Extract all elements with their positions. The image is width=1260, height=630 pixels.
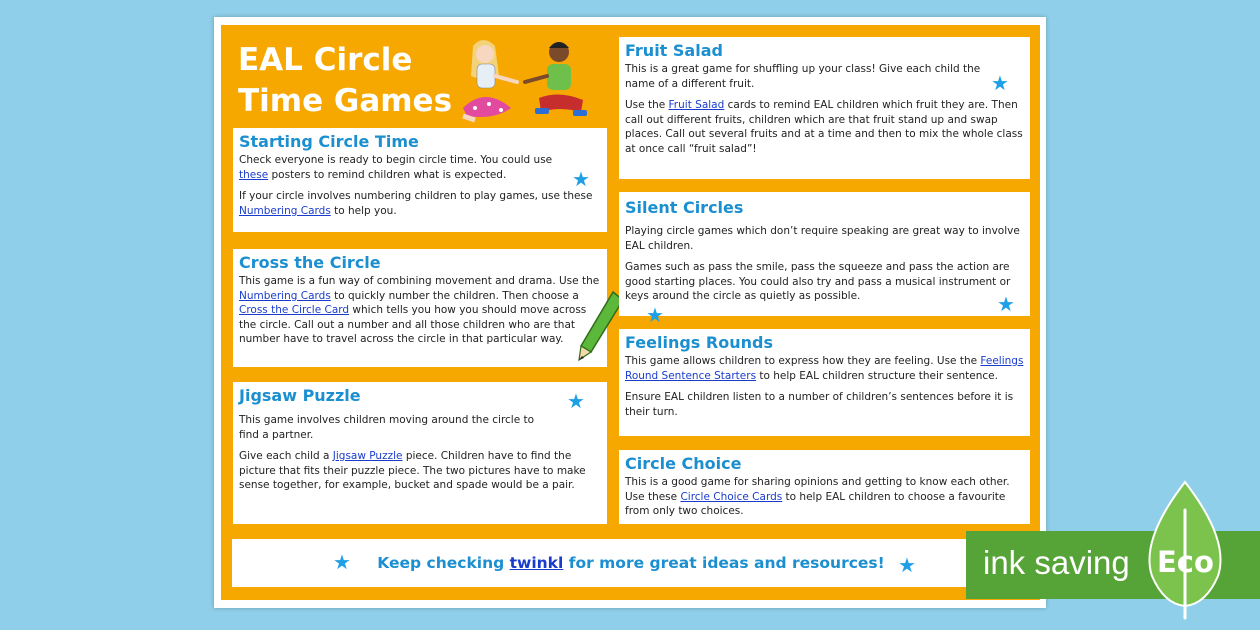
card-heading: Cross the Circle	[239, 253, 381, 272]
card-paragraph	[239, 449, 601, 493]
title-line-1: EAL Circle	[238, 42, 413, 78]
text: If your circle involves numbering children to play games, use these	[239, 190, 593, 202]
text: This game is a fun way of combining movement and drama. Use the	[239, 275, 600, 287]
numbering-cards-link[interactable]: Numbering Cards	[239, 204, 331, 217]
card-jigsaw-puzzle	[233, 382, 607, 524]
card-paragraph	[239, 274, 601, 347]
star-icon: ★	[572, 167, 590, 191]
pencil-icon	[575, 290, 625, 362]
text: cards to remind EAL children which fruit they are. Then call out different fruits, children which are that fruit stand up and swap places. Call out several fruits and at a time and then to mix the whole class at once call “fruit salad”!	[625, 99, 1023, 155]
card-heading: Feelings Rounds	[625, 333, 773, 352]
text: piece. Children have to find the picture that fits their puzzle piece. The two pictures have to make sense together, for example, bucket and spade would be a pair.	[239, 450, 586, 491]
star-icon: ★	[991, 71, 1009, 95]
cross-the-circle-card-link[interactable]: Cross the Circle Card	[239, 304, 350, 316]
card-cross-the-circle	[233, 249, 607, 367]
card-paragraph: Ensure EAL children listen to a number of children’s sentences before it is their turn.	[625, 391, 1014, 418]
footer-text-before: Keep checking	[377, 554, 510, 572]
text: to help EAL children structure their sentence.	[756, 369, 998, 382]
text: This game allows children to express how they are feeling. Use the	[625, 355, 981, 367]
text: to help you.	[330, 204, 397, 217]
star-icon: ★	[898, 553, 916, 577]
card-paragraph	[625, 98, 1024, 156]
card-feelings-rounds	[619, 329, 1030, 436]
card-fruit-salad	[619, 37, 1030, 179]
star-icon: ★	[333, 550, 351, 574]
text: posters to remind children what is expected.	[268, 168, 507, 181]
children-illustration	[455, 36, 595, 128]
fruit-salad-link[interactable]: Fruit Salad	[668, 99, 725, 111]
twinkl-link[interactable]: twinkl	[509, 554, 564, 572]
card-paragraph: This is a great game for shuffling up your class! Give each child the name of a different fruit.	[625, 63, 981, 90]
circle-choice-cards-link[interactable]: Circle Choice Cards	[680, 490, 783, 503]
card-circle-choice	[619, 450, 1030, 524]
feelings-round-sentence-starters-link[interactable]: Feelings Round Sentence Starters	[625, 355, 1024, 382]
eco-label: Eco	[1157, 545, 1214, 579]
star-icon: ★	[567, 389, 585, 413]
card-heading: Fruit Salad	[625, 41, 723, 60]
poster-title	[238, 40, 458, 122]
star-icon: ★	[997, 292, 1015, 316]
card-heading: Jigsaw Puzzle	[239, 386, 361, 405]
text: Check everyone is ready to begin circle time. You could use	[239, 154, 553, 166]
text: This is a good game for sharing opinions and getting to know each other. Use these	[625, 476, 1010, 503]
text: which tells you how you should move across the circle. Call out a number and all those children who are that number have to travel across the circle in that particular way.	[239, 304, 587, 345]
card-paragraph	[625, 354, 1024, 383]
text: Give each child a	[239, 450, 333, 462]
card-heading: Starting Circle Time	[239, 132, 419, 151]
numbering-cards-link[interactable]: Numbering Cards	[239, 289, 331, 302]
card-heading: Circle Choice	[625, 454, 742, 473]
title-line-2: Time Games	[238, 83, 453, 119]
card-paragraph	[625, 475, 1024, 519]
card-silent-circles	[619, 192, 1030, 316]
text: to help EAL children to choose a favourite from only two choices.	[625, 490, 1006, 517]
card-paragraph: This game involves children moving around the circle to find a partner.	[239, 414, 535, 441]
card-paragraph	[239, 153, 601, 182]
these-link[interactable]: these	[239, 168, 269, 181]
card-paragraph: Games such as pass the smile, pass the squeeze and pass the action are good starting places. You could also try and pass a musical instrument or keys around the circle as quietly as possible.	[625, 261, 1011, 302]
card-starting-circle-time	[233, 128, 607, 232]
star-icon: ★	[646, 303, 664, 327]
card-heading: Silent Circles	[625, 198, 744, 217]
card-paragraph	[239, 189, 601, 218]
card-paragraph: Playing circle games which don’t require speaking are great way to involve EAL children.	[625, 225, 1020, 252]
jigsaw-puzzle-link[interactable]: Jigsaw Puzzle	[332, 450, 403, 462]
ink-saving-label: ink saving	[983, 544, 1130, 581]
text: Use the	[625, 99, 669, 111]
text: to quickly number the children. Then choose a	[330, 289, 579, 302]
footer-text-after: for more great ideas and resources!	[563, 554, 885, 572]
